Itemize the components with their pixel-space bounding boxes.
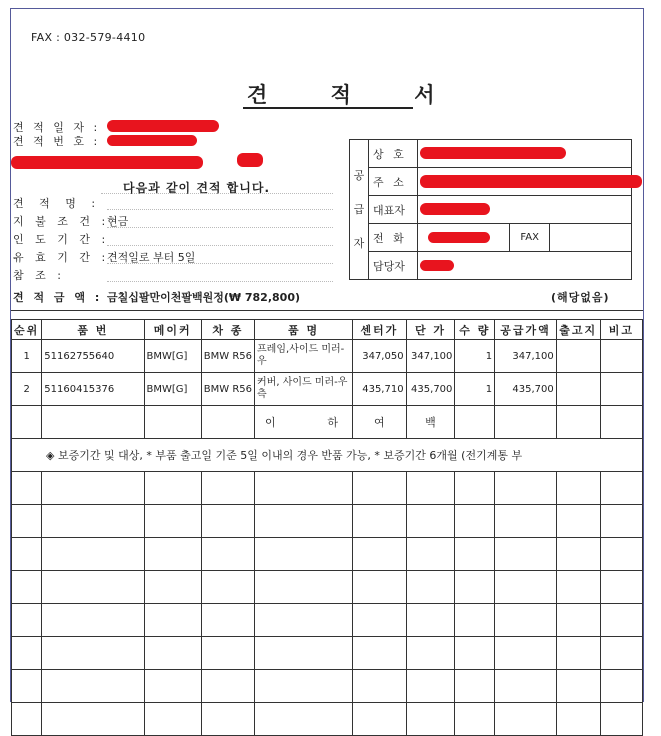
empty-cell — [12, 406, 42, 439]
redaction-mark — [420, 175, 642, 188]
redaction-mark — [11, 156, 203, 169]
redaction-mark — [107, 135, 197, 146]
cell-ship-from — [556, 340, 600, 373]
cell-product-name: 커버, 사이드 미러-우측 — [255, 373, 353, 406]
end-marker-cell — [255, 406, 353, 439]
cell-supply-amount: 347,100 — [495, 340, 557, 373]
end-marker: 여 — [353, 406, 407, 439]
table-header-row — [12, 320, 643, 340]
table-row — [12, 703, 643, 736]
col-header: 품 번 — [42, 320, 144, 340]
col-header: 공급가액 — [495, 320, 557, 340]
supplier-phone-value — [418, 224, 510, 252]
col-header: 단 가 — [406, 320, 455, 340]
col-header: 품 명 — [255, 320, 353, 340]
field-label-delivery: 인 도 기 간 : — [13, 233, 110, 246]
table-row — [12, 373, 643, 406]
table-row — [12, 571, 643, 604]
warranty-row — [12, 439, 643, 472]
supplier-name-label: 상 호 — [369, 140, 418, 168]
table-row — [12, 670, 643, 703]
redaction-mark — [237, 153, 263, 167]
supplier-manager-value — [418, 252, 632, 280]
divider — [11, 310, 643, 311]
field-value-validity: 견적일로 부터 5일 — [107, 251, 196, 264]
cell-qty: 1 — [455, 373, 495, 406]
col-header: 순위 — [12, 320, 42, 340]
supplier-fax-label: FAX — [510, 224, 550, 252]
divider — [107, 281, 333, 282]
title-underline — [243, 107, 413, 109]
supplier-address-value — [418, 168, 632, 196]
quote-intro: 다음과 같이 견적 합니다. — [123, 181, 271, 195]
cell-center-price: 435,710 — [353, 373, 407, 406]
divider — [107, 263, 333, 264]
cell-product-name: 프레임,사이드 미러-우 — [255, 340, 353, 373]
supplier-side-label — [350, 140, 369, 280]
end-marker: 백 — [406, 406, 455, 439]
cell-unit-price: 347,100 — [406, 340, 455, 373]
cell-note — [600, 340, 642, 373]
quote-sheet — [10, 8, 644, 702]
field-label-payment: 지 불 조 건 : — [13, 215, 110, 228]
supplier-fax-value — [550, 224, 632, 252]
cell-maker: BMW[G] — [144, 373, 201, 406]
supplier-rep-label: 대표자 — [369, 196, 418, 224]
empty-cell — [600, 406, 642, 439]
supplier-address-label: 주 소 — [369, 168, 418, 196]
tax-note: (해당없음) — [551, 291, 610, 304]
supplier-box — [349, 139, 632, 280]
cell-qty: 1 — [455, 340, 495, 373]
cell-supply-amount: 435,700 — [495, 373, 557, 406]
cell-maker: BMW[G] — [144, 340, 201, 373]
supplier-side-char: 급 — [353, 202, 365, 216]
supplier-rep-value — [418, 196, 632, 224]
col-header: 센터가 — [353, 320, 407, 340]
end-marker: 하 — [327, 416, 339, 429]
redaction-mark — [420, 203, 490, 215]
col-header: 비고 — [600, 320, 642, 340]
table-row — [12, 340, 643, 373]
supplier-side-char: 공 — [353, 168, 365, 182]
col-header: 메이커 — [144, 320, 201, 340]
supplier-side-char: 자 — [353, 236, 365, 250]
supplier-phone-label: 전 화 — [369, 224, 418, 252]
field-label-reference: 참 조 : — [13, 269, 65, 282]
redaction-mark — [428, 232, 490, 243]
cell-center-price: 347,050 — [353, 340, 407, 373]
field-value-payment: 현금 — [107, 215, 129, 228]
cell-part-no: 51162755640 — [42, 340, 144, 373]
end-marker: 이 — [265, 416, 276, 429]
fax-number: FAX : 032-579-4410 — [31, 31, 146, 44]
cell-part-no: 51160415376 — [42, 373, 144, 406]
divider — [107, 209, 333, 210]
field-label-quote-name: 견 적 명 : — [13, 197, 102, 210]
field-label-validity: 유 효 기 간 : — [13, 251, 110, 264]
cell-unit-price: 435,700 — [406, 373, 455, 406]
parts-table — [11, 319, 643, 736]
col-header: 출고지 — [556, 320, 600, 340]
empty-cell — [42, 406, 144, 439]
supplier-manager-label: 담당자 — [369, 252, 418, 280]
cell-no: 2 — [12, 373, 42, 406]
cell-no: 1 — [12, 340, 42, 373]
empty-cell — [495, 406, 557, 439]
supplier-name-value — [418, 140, 632, 168]
table-row — [12, 604, 643, 637]
cell-model: BMW R56 — [201, 340, 254, 373]
amount-value: 금칠십팔만이천팔백원정(₩ 782,800) — [107, 291, 301, 304]
redaction-mark — [420, 260, 454, 271]
cell-model: BMW R56 — [201, 373, 254, 406]
cell-note — [600, 373, 642, 406]
table-end-row — [12, 406, 643, 439]
empty-cell — [455, 406, 495, 439]
cell-ship-from — [556, 373, 600, 406]
divider — [107, 245, 333, 246]
redaction-mark — [420, 147, 566, 159]
empty-cell — [201, 406, 254, 439]
divider — [107, 227, 333, 228]
amount-label: 견 적 금 액 : — [13, 291, 103, 304]
empty-cell — [144, 406, 201, 439]
table-row — [12, 637, 643, 670]
quote-date-label: 견 적 일 자 : — [13, 121, 101, 134]
divider — [101, 193, 333, 194]
redaction-mark — [107, 120, 219, 132]
table-row — [12, 472, 643, 505]
empty-cell — [556, 406, 600, 439]
table-row — [12, 538, 643, 571]
col-header: 차 종 — [201, 320, 254, 340]
col-header: 수 량 — [455, 320, 495, 340]
warranty-note: ◈ 보증기간 및 대상, * 부품 출고일 기준 5일 이내의 경우 반품 가능, * 보증기간 6개월 (전기계통 부 — [12, 439, 643, 472]
quote-number-label: 견 적 번 호 : — [13, 135, 101, 148]
page-title: 견 적 서 — [247, 83, 463, 107]
table-row — [12, 505, 643, 538]
